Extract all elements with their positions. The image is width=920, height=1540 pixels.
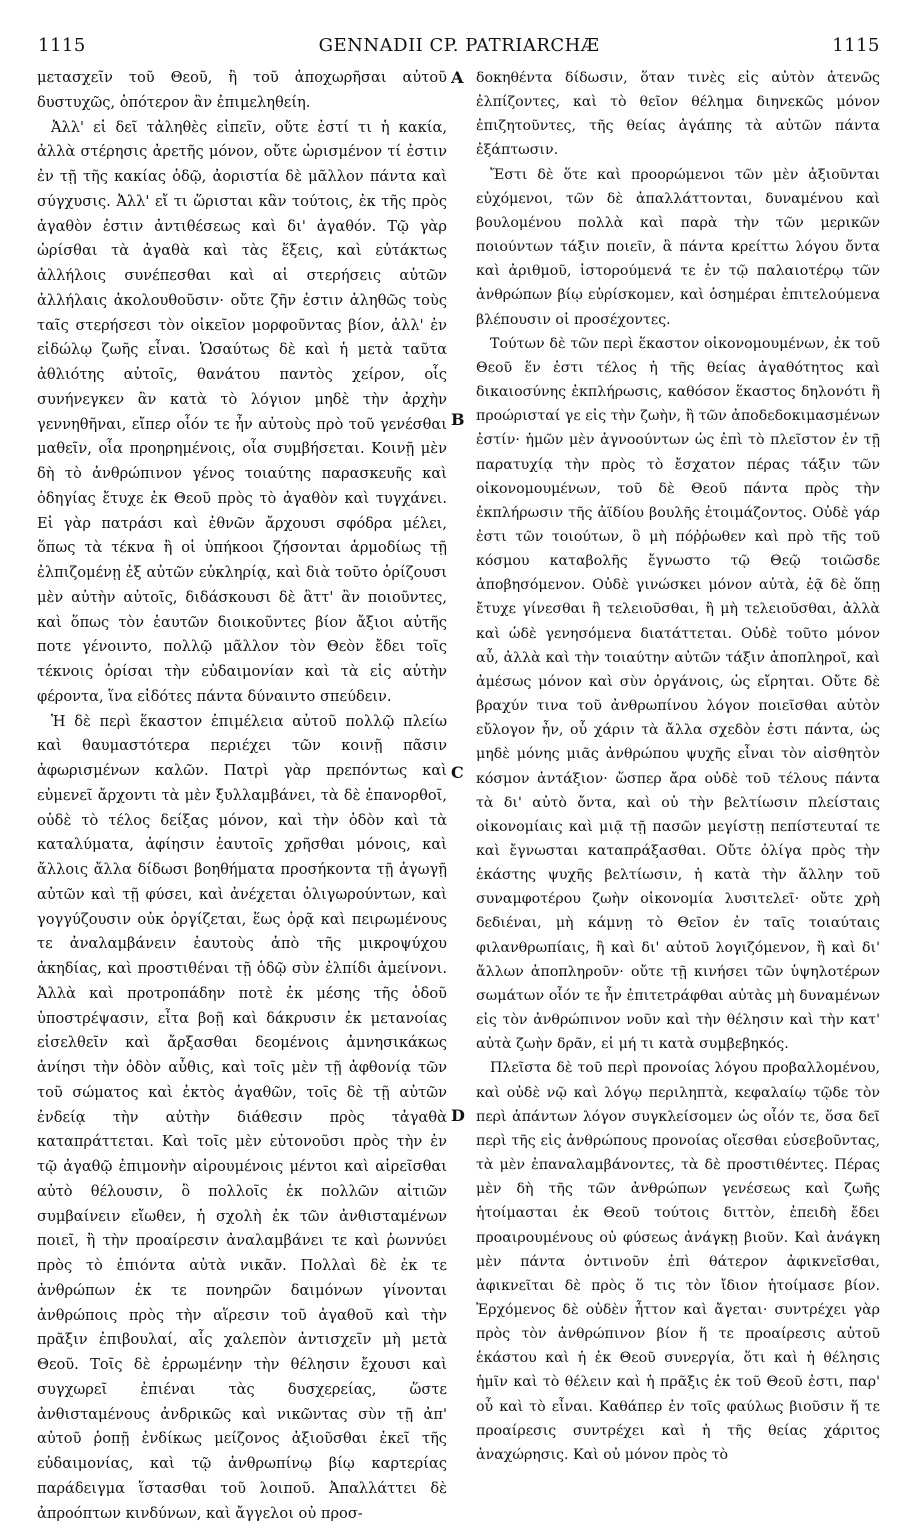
margin-letter-d: D [451,1106,465,1125]
page-number-right: 1115 [832,35,880,56]
page-header [38,35,880,61]
running-title: GENNADII CP. PATRIARCHÆ [318,35,600,56]
left-column [37,66,447,1526]
margin-letter-c: C [451,763,464,782]
paragraph: μετασχεῖν τοῦ Θεοῦ, ἢ τοῦ ἀποχωρῆσαι αὐτοῦ δυστυχῶς, ὁπότερον ἂν ἐπιμεληθείη. [37,69,447,111]
paragraph: Ἀλλ' εἰ δεῖ τἀληθὲς εἰπεῖν, οὔτε ἐστί τι ἡ κακία, ἀλλὰ στέρησις ἀρετῆς μόνον, οὔτε ὡρισμένον τί ἐστιν ἐν τῇ τῆς κακίας ὁδῷ, ἀοριστία δὲ μᾶλλον πάντα καὶ σύγχυσις. Ἀλλ' εἴ τι ὥρισται κἂν τούτοις, ἐκ τῆς πρὸς ἀγαθὸν ἐστιν ἀντιθέσεως καὶ δι' ἀγαθόν. Τῷ γὰρ ὡρίσθαι τὰ ἀγαθὰ καὶ τὰς ἕξεις, καὶ εὐτάκτως ἀλλήλοις συνέπεσθαι καὶ αἱ στερήσεις αὐτῶν ἀλλήλαις ἀκολουθοῦσιν· οὔτε ζῆν ἐστιν ἀληθῶς τοὺς ταῖς στερήσεσι τὸν οἰκεῖον μορφοῦντας βίον, ἀλλ' ἐν εἰδώλῳ ζωῆς εἶναι. Ὡσαύτως δὲ καὶ ἡ μετὰ ταῦτα ἀθλιότης αὐτοῖς, θανάτου παντὸς χείρον, οἷς συνήνεγκεν ἂν κατὰ τὸ λόγιον μηδὲ τὴν ἀρχὴν γεννηθῆναι, εἴπερ οἷόν τε ἦν αὐτοὺς πρὸ τοῦ γενέσθαι μαθεῖν, οἷα προηρημένοις, οἷα συμβήσεται. Κοινῇ μὲν δὴ τὸ ἀνθρώπινον γένος τοιαύτης παρασκευῆς καὶ ὁδηγίας ἔτυχε ἐκ Θεοῦ πρὸς τὸ ἀγαθὸν καὶ τυγχάνει. Εἰ γὰρ πατράσι καὶ ἐθνῶν ἄρχουσι σφόδρα μέλει, ὅπως τὰ τέκνα ἢ οἱ ὑπήκοοι ζήσονται ἁρμοδίως τῇ ἐλπιζομένῃ ἐξ αὐτῶν εὐκληρίᾳ, καὶ διὰ τοῦτο ὁρίζουσι μὲν αὐτὴν αὐτοῖς, διδάσκουσι δὲ ἃττ' ἂν ποιοῦντες, καὶ ὅπως τὸν ἑαυτῶν διοικοῦντες βίον ἄξιοι αὐτῆς ποτε γένοιντο, πολλῷ μᾶλλον τὸν Θεὸν ἔδει τοῖς τέκνοις ὁρίσαι τὴν εὐδαιμονίαν καὶ τὰ εἰς αὐτὴν φέροντα, ἵνα εἰδότες πάντα δύναιντο σπεύδειν. [37,118,447,705]
margin-letter-b: B [451,410,465,429]
paragraph: Τούτων δὲ τῶν περὶ ἕκαστον οἰκονομουμένων, ἐκ τοῦ Θεοῦ ἕν ἐστι τέλος ἡ τῆς θείας ἀγαθότητος καὶ δικαιοσύνης ἐκπλήρωσις, καθόσον ἕκαστος δηλονότι ἢ προώρισταί γε εἰς τὴν ζωὴν, ἢ τῶν ἀποδεδοκιμασμένων ἐστίν· ἡμῶν μὲν ἀγνοούντων ὡς ἐπὶ τὸ πλεῖστον ἐν τῇ παρατυχίᾳ τὴν πρὸς τὸ ἔσχατον πέρας τάξιν τῶν οἰκονομουμένων, τοῦ δὲ Θεοῦ πάντα πρὸς τὴν ἐκπλήρωσιν τῆς ἀϊδίου βουλῆς ἑτοιμάζοντος. Οὐδὲ γάρ ἐστι τῶν τοιούτων, ὃ μὴ πόῤῥωθεν καὶ πρὸ τῆς τοῦ κόσμου καταβολῆς ἔγνωστο τῷ Θεῷ τοιῶσδε ἀποβησόμενον. Οὐδὲ γινώσκει μόνον αὐτὰ, ἐᾷ δὲ ὅπῃ ἔτυχε γίνεσθαι ἢ τελειοῦσθαι, ἢ μὴ τελειοῦσθαι, ἀλλὰ καὶ ὡδὲ γενησόμενα διατάττεται. Οὐδὲ τοῦτο μόνον αὖ, ἀλλὰ καὶ τὴν τοιαύτην αὐτῶν τάξιν ἀποπληροῖ, καὶ ἀμέσως μόνον καὶ σὺν ὀργάνοις, ὡς εἴρηται. Οὔτε δὲ βραχύν τινα τοῦ ἀνθρωπίνου λόγον ποιεῖσθαι αὐτὸν εὔλογον ἦν, οὗ χάριν τὰ ἄλλα σχεδὸν ἐστι πάντα, ὡς μηδὲ μόνης μιᾶς ἀνθρώπου ψυχῆς εἶναι τὸν αἰσθητὸν κόσμον ἀντάξιον· ὥσπερ ἄρα οὐδὲ τοῦ τέλους πάντα τὰ δι' αὐτὸ ὄντα, καὶ οὐ τὴν βελτίωσιν πλείσταις οἰκονομίαις καὶ μιᾷ τῇ πασῶν μεγίστῃ πεπίστευταί τε καὶ ἔγνωσται καταπράξασθαι. Οὔτε ὀλίγα πρὸς τὴν ἑκάστης ψυχῆς βελτίωσιν, ἡ κατὰ τὴν ἄλλην τοῦ συναμφοτέρου ζωὴν οἰκονομία λυσιτελεῖ· οὔτε χρὴ δεδιέναι, μὴ κάμνῃ τὸ Θεῖον ἐν ταῖς τοιαύταις φιλανθρωπίαις, ἢ καὶ δι' αὑτοῦ λογιζόμενον, ἢ καὶ δι' ἄλλων ἀποπληροῦν· οὔτε τῇ κινήσει τῶν ὑψηλοτέρων σωμάτων οἷόν τε ἦν ἐπιτετράφθαι αὐτὰς μὴ δυναμένων εἰς τὸν ἀνθρώπινον νοῦν καὶ τὴν θέλησιν καὶ τὴν κατ' αὐτὰ ζωὴν δρᾶν, εἰ μή τι κατὰ συμβεβηκός. [476,335,880,1053]
paragraph: Ἡ δὲ περὶ ἕκαστον ἐπιμέλεια αὐτοῦ πολλῷ πλείω καὶ θαυμαστότερα περιέχει τῶν κοινῇ πᾶσιν ἀφωρισμένων καλῶν. Πατρὶ γὰρ πρεπόντως καὶ εὐμενεῖ ἄρχοντι τὰ μὲν ξυλλαμβάνει, τὰ δὲ ἐπανορθοῖ, οὐδὲ τὸ τέλος δείξας μόνον, καὶ τὴν ὁδὸν καὶ τὰ καταλύματα, ἀφίησιν ἑαυτοῖς χρῆσθαι μόνοις, καὶ ἄλλοις ἄλλα δίδωσι βοηθήματα προσήκοντα τῇ ἀγωγῇ αὐτῶν καὶ τῇ φύσει, καὶ ἀνέχεται ὀλιγωρούντων, καὶ γογγύζουσιν οὐκ ὀργίζεται, ἕως ὁρᾷ καὶ πειρωμένους τε ἀναλαμβάνειν ἑαυτοὺς ἀπὸ τῆς μικροψύχου ἀκηδίας, καὶ προστιθέναι τῇ ὁδῷ σὺν ἐλπίδι ἀμείνονι. Ἀλλὰ καὶ προτροπάδην ποτὲ ἐκ μέσης τῆς ὁδοῦ ὑποστρέψασιν, εἶτα βοῇ καὶ δάκρυσιν ἐκ μετανοίας εἰσελθεῖν καὶ ἄρξασθαι δεομένοις ἀμνησικάκως ἀνίησι τὴν ὁδὸν αὖθις, καὶ τοῖς μὲν τῇ ἀφθονίᾳ τῶν τοῦ σώματος καὶ ἐκτὸς ἀγαθῶν, τοῖς δὲ τῇ αὐτῶν ἐνδείᾳ τὴν αὐτὴν διάθεσιν πρὸς τἀγαθὰ καταπράττεται. Καὶ τοῖς μὲν εὐτονοῦσι πρὸς τὴν ἐν τῷ ἀγαθῷ ἐπιμονὴν αἱρουμένοις μέντοι καὶ αἱρεῖσθαι αὐτὸ θέλουσιν, ὃ πολλοῖς ἐκ πολλῶν αἰτιῶν συμβαίνειν εἴωθεν, ἡ σχολὴ ἐκ τῶν ἀνθισταμένων ποιεῖ, ἢ τὴν προαίρεσιν ἀναλαμβάνει τε καὶ ῥωννύει πρὸς τὸ ἐπιόντα αὐτὰ νικᾶν. Πολλαὶ δὲ ἐκ τε ἀνθρώπων ἐκ τε πονηρῶν δαιμόνων γίνονται ἀνθρώποις πρὸς τὴν αἵρεσιν τοῦ ἀγαθοῦ καὶ τὴν πρᾶξιν ἐπιβουλαί, αἷς χαλεπὸν ἀντισχεῖν μὴ μετὰ Θεοῦ. Τοῖς δὲ ἐρρωμένην τὴν θέλησιν ἔχουσι καὶ συγχωρεῖ ἐπιέναι τὰς δυσχερείας, ὥστε ἀνθισταμένους ἀνδρικῶς καὶ νικῶντας σὺν τῇ ἀπ' αὐτοῦ ῥοπῇ ἐνδίκως μείζονος ἀξιοῦσθαι ἐκεῖ τῆς εὐδαιμονίας, καὶ τῷ ἀνθρωπίνῳ βίῳ καρτερίας παράδειγμα ἵστασθαι τοῦ λοιποῦ. Ἀπαλλάττει δὲ ἀπροόπτων κινδύνων, καὶ ἄγγελοι οὐ προσ- [37,712,447,1522]
margin-letter-a: A [451,68,464,87]
right-column [476,66,880,1467]
paragraph: Ἔστι δὲ ὅτε καὶ προορώμενοι τῶν μὲν ἀξιοῦνται εὐχόμενοι, τῶν δὲ ἀπαλλάττονται, δυναμένου καὶ βουλομένου πολλὰ καὶ παρὰ τὴν τῶν μερικῶν ποιούντων τάξιν ποιεῖν, ἃ πάντα κρείττω λόγου ὄντα καὶ ἀριθμοῦ, ἱστορούμενά τε ἐν τῷ παλαιοτέρῳ τῶν ἀνθρώπων βίῳ εὑρίσκομεν, καὶ ὁσημέραι ἐπιτελούμενα βλέπουσιν οἱ προσέχοντες. [476,166,880,328]
paragraph: Πλεῖστα δὲ τοῦ περὶ προνοίας λόγου προβαλλομένου, καὶ οὐδὲ νῷ καὶ λόγῳ περιληπτὰ, κεφαλαίῳ τῷδε τὸν περὶ ἁπάντων λόγον συγκλείσομεν ὡς οἷόν τε, ὅσα δεῖ περὶ τῆς εἰς ἀνθρώπους προνοίας οἴεσθαι εὐσεβοῦντας, τὰ μὲν ἐπαναλαμβάνοντες, τὰ δὲ προστιθέντες. Πέρας μὲν δὴ τῆς τῶν ἀνθρώπων γενέσεως καὶ ζωῆς ἡτοίμασται ἐκ Θεοῦ τούτοις διττὸν, ἐπειδὴ ἔδει προαιρουμένους οὐ φύσεως ἀνάγκῃ βιοῦν. Καὶ ἀνάγκη μὲν πάντα ὀντινοῦν ἐπὶ θάτερον ἀφικνεῖσθαι, ἀφικνεῖται δὲ πρὸς ὅ τις τὸν ἴδιον ἡτοίμασε βίον. Ἐρχόμενος δὲ οὐδὲν ἧττον καὶ ἄγεται· συντρέχει γὰρ πρὸς τὸν ἀνθρώπινον βίον ἥ τε προαίρεσις αὐτοῦ ἑκάστου καὶ ἡ ἐκ Θεοῦ συνεργία, ὅτι καὶ ἡ θέλησις ἡμῖν καὶ τὸ θέλειν καὶ ἡ πρᾶξις ἐκ τοῦ Θεοῦ ἐστι, παρ' οὗ καὶ τὸ εἶναι. Καθάπερ ἐν τοῖς φαύλως βιοῦσιν ἥ τε προαίρεσις συντρέχει καὶ ἡ τῆς θείας χάριτος ἀναχώρησις. Καὶ οὐ μόνον πρὸς τὸ [476,1060,880,1463]
page-number-left: 1115 [38,35,86,56]
paragraph: δοκηθέντα δίδωσιν, ὅταν τινὲς εἰς αὐτὸν ἀτενῶς ἐλπίζοντες, καὶ τὸ θεῖον θέλημα διηνεκῶς μόνον ἐπιζητοῦντες, τῆς θείας ἀγάπης τὰ αὐτῶν πάντα ἐξάπτωσιν. [476,70,880,159]
